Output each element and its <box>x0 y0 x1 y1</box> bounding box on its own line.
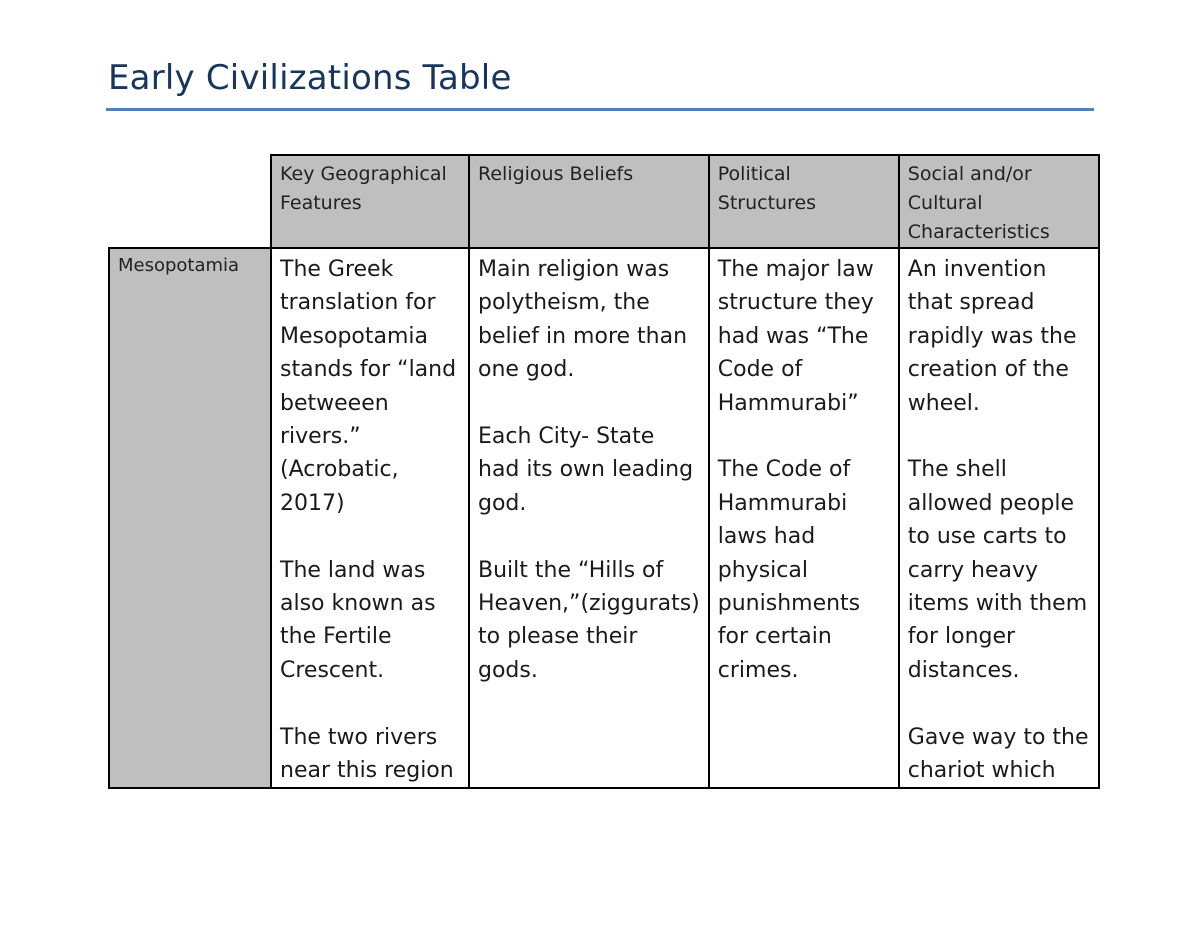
civilizations-table <box>108 154 1100 789</box>
cell-paragraph: Built the “Hills of Heaven,”(ziggurats) to please their gods. <box>478 557 700 683</box>
row-label-text: Mesopotamia <box>118 255 240 276</box>
row-label-mesopotamia <box>109 248 271 788</box>
header-label: Social and/or Cultural Characteristics <box>907 163 1050 243</box>
cell-politics <box>709 248 899 788</box>
header-geography <box>271 155 469 248</box>
table-row <box>109 248 1099 788</box>
cell-paragraph: Gave way to the chariot which <box>907 724 1089 784</box>
header-row <box>109 155 1099 248</box>
cell-paragraph: An invention that spread rapidly was the creation of the wheel. <box>907 257 1077 416</box>
cell-paragraph: The shell allowed people to use carts to carry heavy items with them for longer distances. <box>907 457 1088 683</box>
cell-paragraph: The two rivers near this region <box>280 724 454 784</box>
page-title: Early Civilizations Table <box>108 58 512 98</box>
header-label: Political Structures <box>717 163 817 214</box>
cell-paragraph: The Code of Hammurabi laws had physical punishments for certain crimes. <box>717 457 861 683</box>
header-social <box>899 155 1099 248</box>
header-politics <box>709 155 899 248</box>
cell-geography <box>271 248 469 788</box>
title-underline <box>106 108 1094 111</box>
blank-corner-cell <box>109 155 271 248</box>
header-label: Religious Beliefs <box>478 163 634 185</box>
header-religion <box>469 155 709 248</box>
header-label: Key Geographical Features <box>280 163 447 214</box>
cell-religion <box>469 248 709 788</box>
cell-social <box>899 248 1099 788</box>
cell-paragraph: The Greek translation for Mesopotamia stands for “land betweeen rivers.” (Acrobatic, 2017) <box>280 257 457 516</box>
cell-paragraph: The major law structure they had was “The Code of Hammurabi” <box>717 257 874 416</box>
cell-paragraph: Main religion was polytheism, the belief in more than one god. <box>478 257 688 383</box>
cell-paragraph: The land was also known as the Fertile Crescent. <box>280 557 436 683</box>
cell-paragraph: Each City- State had its own leading god. <box>478 424 694 516</box>
